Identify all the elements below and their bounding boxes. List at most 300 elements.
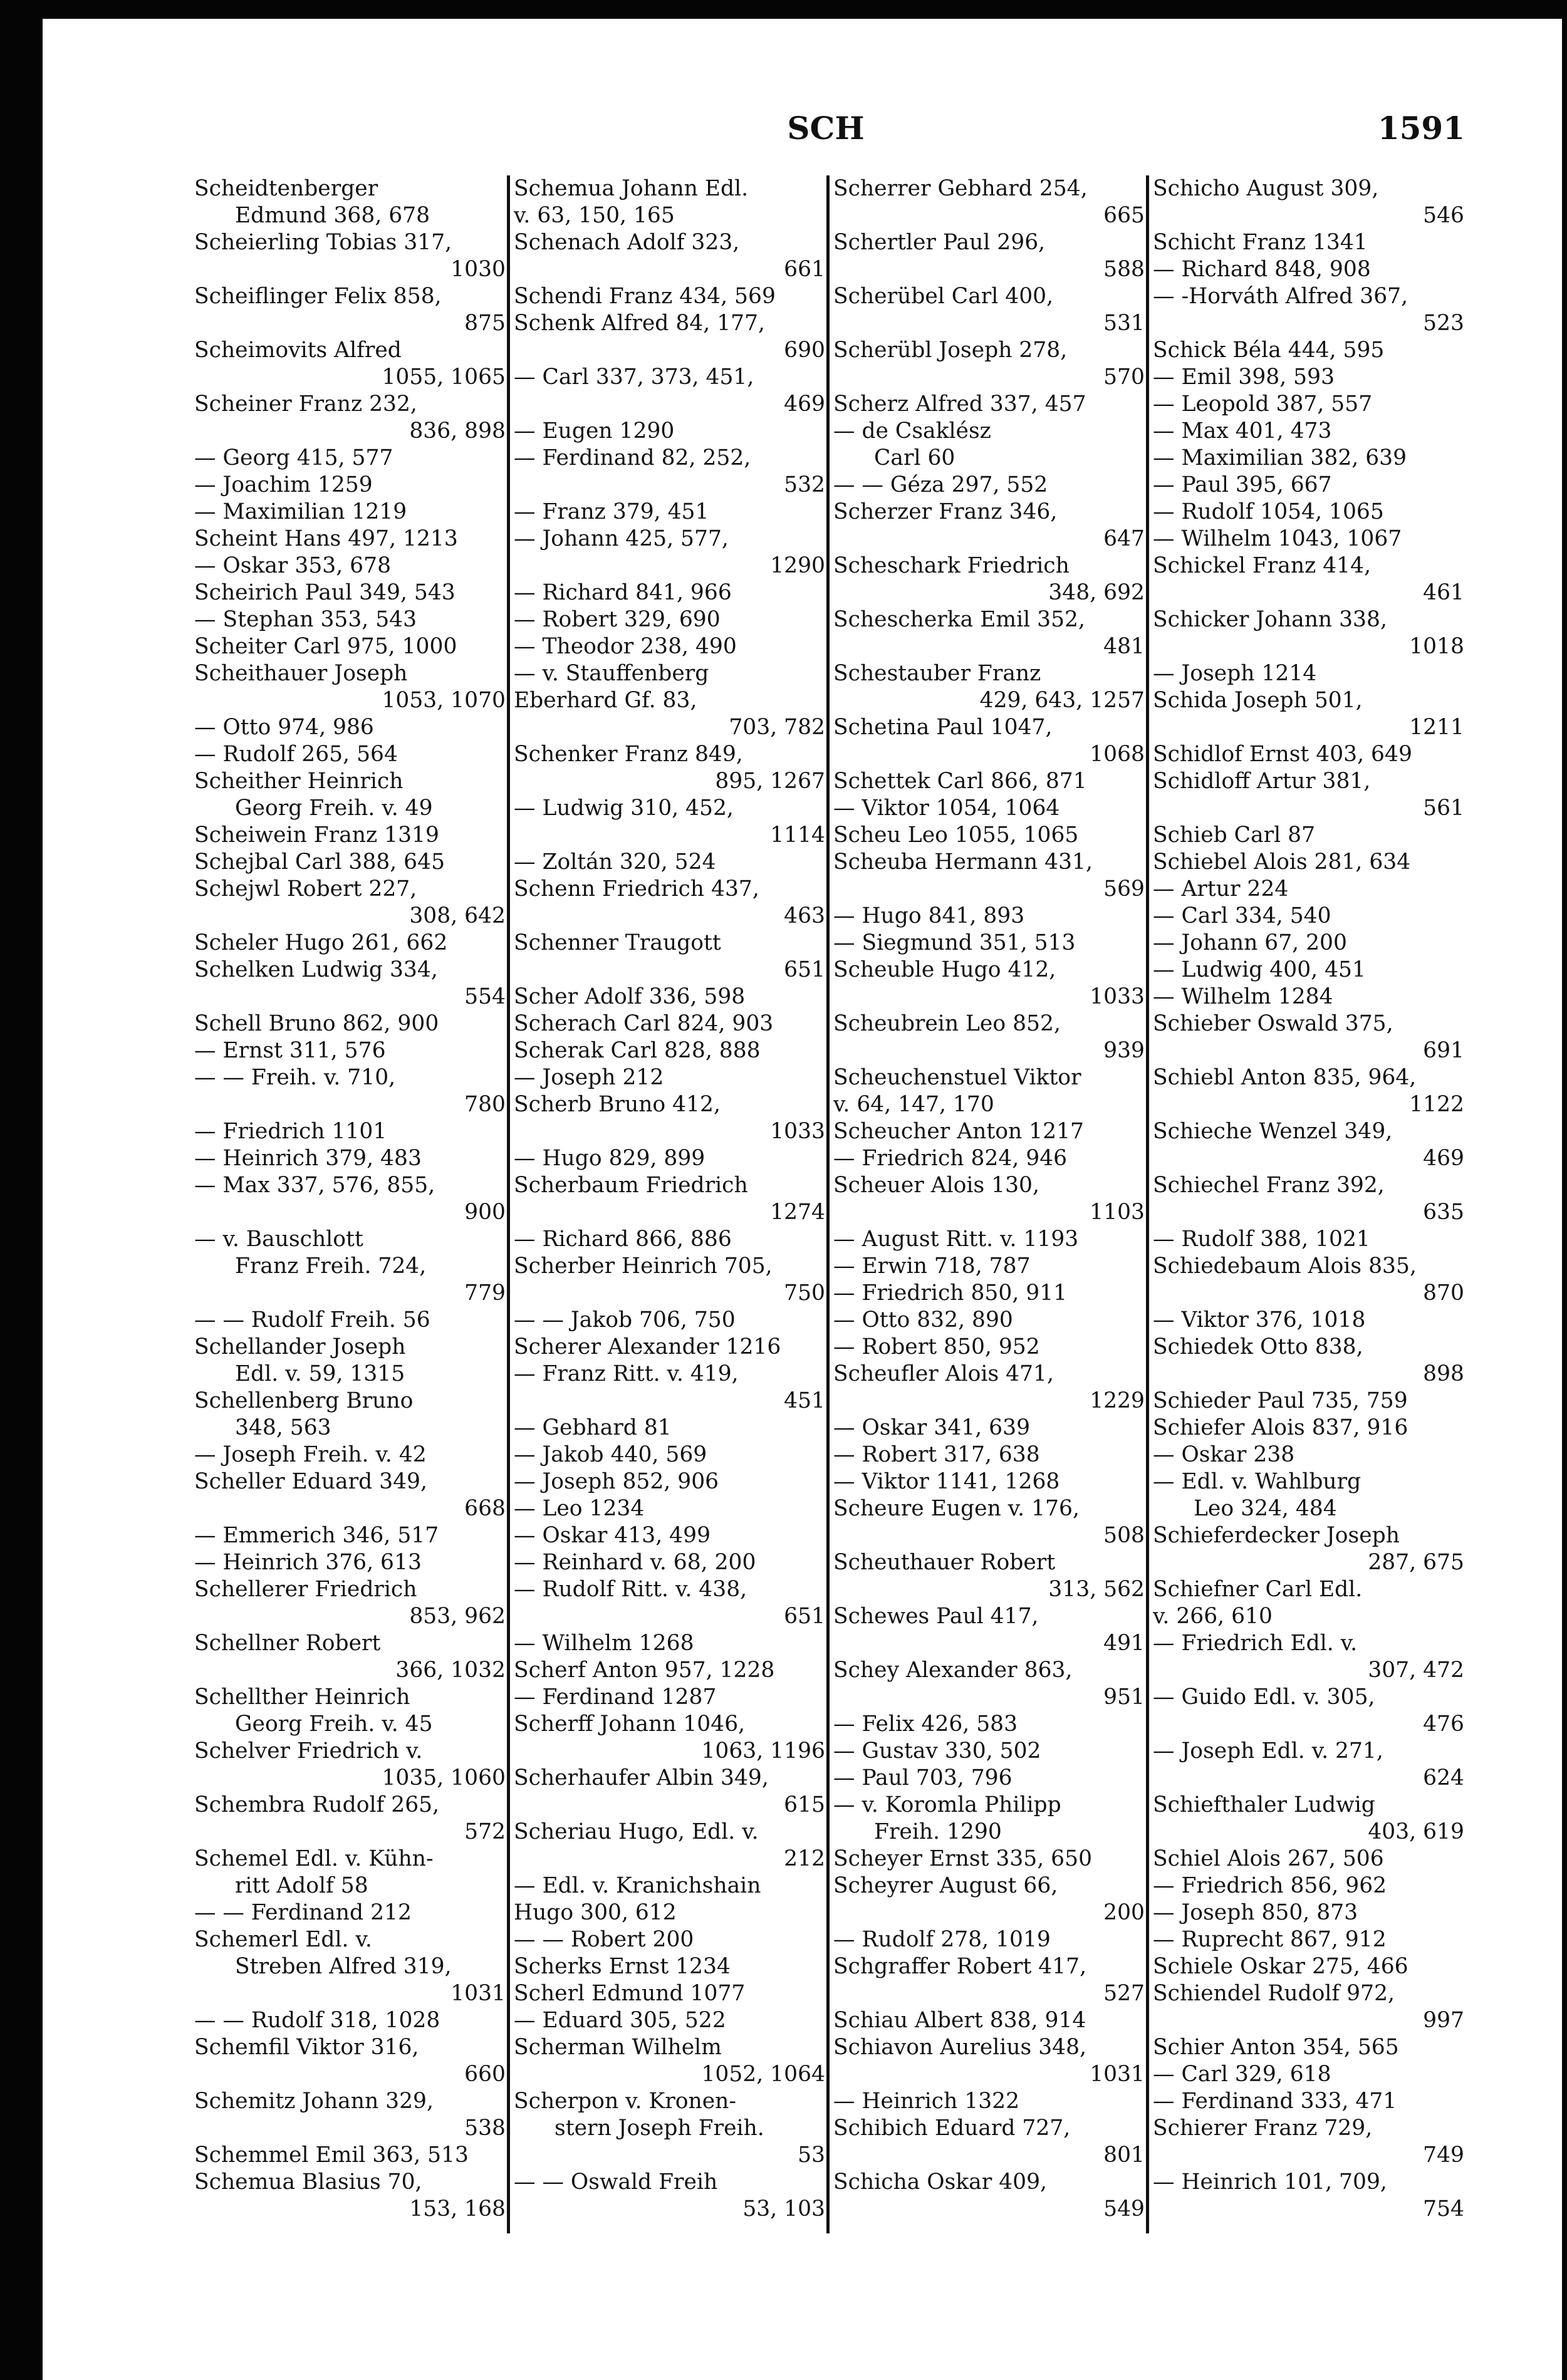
entry-line <box>833 633 1145 660</box>
entry-line <box>1153 1388 1464 1415</box>
entry-line <box>514 1522 825 1549</box>
entry-line <box>194 391 506 418</box>
entry-text: 481 <box>1103 634 1145 659</box>
entry-text: Scheller Eduard 349, <box>194 1469 427 1494</box>
entry-text: — Edl. v. Wahlburg <box>1153 1469 1361 1494</box>
entry-text: Schemmel Emil 363, 513 <box>194 2143 469 2168</box>
entry-line <box>194 1415 506 1442</box>
entry-text: — Heinrich 101, 709, <box>1153 2170 1387 2195</box>
entry-text: 554 <box>464 984 506 1009</box>
entry-line <box>514 499 825 526</box>
entry-text: 549 <box>1103 2196 1145 2222</box>
entry-line <box>514 2115 825 2142</box>
entry-line <box>514 1199 825 1226</box>
entry-text: Scheirich Paul 349, 543 <box>194 580 456 605</box>
entry-line <box>194 876 506 903</box>
entry-line <box>514 175 825 202</box>
entry-line <box>194 2142 506 2169</box>
entry-text: Schemfil Viktor 316, <box>194 2035 419 2060</box>
entry-line <box>194 1064 506 1091</box>
entry-text: Hugo 300, 612 <box>514 1900 677 1925</box>
entry-text: 780 <box>464 1092 506 1117</box>
entry-line <box>194 2169 506 2196</box>
entry-line <box>194 714 506 741</box>
entry-line <box>1153 445 1464 472</box>
entry-text: Schemel Edl. v. Kühn- <box>194 1846 434 1871</box>
entry-line <box>833 768 1145 795</box>
entry-line <box>514 1899 825 1926</box>
entry-line <box>514 1657 825 1684</box>
entry-line <box>1153 1495 1464 1522</box>
entry-text: Schiel Alois 267, 506 <box>1153 1846 1384 1871</box>
entry-line <box>194 1145 506 1172</box>
entry-line <box>514 2034 825 2061</box>
entry-text: — -Horváth Alfred 367, <box>1153 284 1408 309</box>
entry-text: Scheidtenberger <box>194 176 378 201</box>
entry-line <box>833 526 1145 553</box>
entry-line <box>194 1091 506 1118</box>
entry-text: 200 <box>1103 1900 1145 1925</box>
entry-text: 779 <box>464 1281 506 1306</box>
entry-line <box>833 472 1145 499</box>
entry-line <box>1153 2142 1464 2169</box>
entry-text: 1290 <box>770 553 825 578</box>
entry-line <box>1153 903 1464 930</box>
entry-line <box>1153 1091 1464 1118</box>
entry-line <box>1153 2169 1464 2196</box>
entry-line <box>194 229 506 256</box>
entry-text: Schicha Oskar 409, <box>833 2170 1048 2195</box>
entry-line <box>1153 768 1464 795</box>
entry-text: Scherach Carl 824, 903 <box>514 1011 774 1036</box>
entry-line <box>833 1873 1145 1899</box>
entry-line <box>833 1468 1145 1495</box>
entry-text: — v. Koromla Philipp <box>833 1792 1061 1817</box>
entry-text: — — Oswald Freih <box>514 2170 718 2195</box>
entry-line <box>1153 930 1464 957</box>
entry-line <box>194 499 506 526</box>
entry-line <box>833 606 1145 633</box>
entry-text: 853, 962 <box>409 1604 506 1629</box>
entry-text: — Friedrich 850, 911 <box>833 1281 1068 1306</box>
entry-text: Schertler Paul 296, <box>833 230 1046 255</box>
entry-text: — de Csaklész <box>833 418 991 444</box>
entry-line <box>833 229 1145 256</box>
entry-text: Eberhard Gf. 83, <box>514 688 697 713</box>
entry-text: Scheschark Friedrich <box>833 553 1070 578</box>
entry-text: Scheuer Alois 130, <box>833 1173 1039 1198</box>
entry-line <box>1153 1415 1464 1442</box>
entry-text: Schellner Robert <box>194 1631 381 1656</box>
entry-text: 898 <box>1423 1361 1464 1386</box>
entry-line <box>514 876 825 903</box>
entry-text: v. 266, 610 <box>1153 1604 1273 1629</box>
entry-text: 532 <box>784 472 825 497</box>
entry-line <box>833 1980 1145 2007</box>
entry-text: 997 <box>1423 2008 1464 2033</box>
entry-text: Schettek Carl 866, 871 <box>833 769 1087 794</box>
entry-line <box>514 553 825 579</box>
entry-line <box>1153 1792 1464 1819</box>
entry-text: — — Géza 297, 552 <box>833 472 1048 497</box>
entry-line <box>194 1711 506 1738</box>
entry-line <box>514 579 825 606</box>
entry-text: Scheyer Ernst 335, 650 <box>833 1846 1093 1871</box>
entry-line <box>1153 1064 1464 1091</box>
entry-line <box>194 1307 506 1334</box>
entry-text: 561 <box>1423 796 1464 821</box>
entry-text: Scherübl Joseph 278, <box>833 338 1068 363</box>
entry-text: — Siegmund 351, 513 <box>833 930 1076 955</box>
entry-line <box>833 660 1145 687</box>
entry-line <box>194 310 506 337</box>
entry-line <box>194 1253 506 1280</box>
entry-line <box>194 445 506 472</box>
entry-text: 1031 <box>1090 2062 1145 2087</box>
entry-line <box>1153 1846 1464 1873</box>
entry-text: Scherl Edmund 1077 <box>514 1981 746 2006</box>
entry-line <box>514 1307 825 1334</box>
entry-line <box>194 903 506 930</box>
entry-text: Scherzer Franz 346, <box>833 499 1058 524</box>
entry-text: — Friedrich Edl. v. <box>1153 1631 1358 1656</box>
entry-text: — Ernst 311, 576 <box>194 1038 386 1063</box>
entry-text: Edl. v. 59, 1315 <box>235 1361 405 1386</box>
entry-text: — Friedrich 824, 946 <box>833 1146 1068 1171</box>
entry-text: — Robert 317, 638 <box>833 1442 1040 1467</box>
entry-text: Schemua Blasius 70, <box>194 2170 422 2195</box>
entry-text: Schemua Johann Edl. <box>514 176 749 201</box>
entry-line <box>194 1603 506 1630</box>
entry-line <box>514 2007 825 2034</box>
entry-text: Edmund 368, 678 <box>235 203 430 228</box>
entry-text: Scheuchenstuel Viktor <box>833 1065 1081 1090</box>
entry-line <box>1153 579 1464 606</box>
entry-text: — Max 401, 473 <box>1153 418 1332 444</box>
column-4 <box>1153 175 1464 2233</box>
entry-text: Scheriau Hugo, Edl. v. <box>514 1819 759 1844</box>
entry-text: 463 <box>784 903 825 928</box>
entry-line <box>194 175 506 202</box>
entry-line <box>833 2142 1145 2169</box>
entry-line <box>1153 849 1464 876</box>
entry-text: — Wilhelm 1268 <box>514 1631 694 1656</box>
entry-line <box>1153 1738 1464 1765</box>
entry-text: 1033 <box>770 1119 825 1144</box>
entry-line <box>1153 1630 1464 1657</box>
entry-text: — Franz 379, 451 <box>514 499 709 524</box>
entry-line <box>194 1388 506 1415</box>
entry-text: — Johann 425, 577, <box>514 526 729 551</box>
entry-line <box>833 1630 1145 1657</box>
entry-text: — Viktor 1141, 1268 <box>833 1469 1060 1494</box>
entry-line <box>833 903 1145 930</box>
entry-line <box>1153 957 1464 984</box>
entry-text: — Wilhelm 1284 <box>1153 984 1333 1009</box>
entry-line <box>833 1037 1145 1064</box>
entry-text: 651 <box>784 957 825 982</box>
entry-text: 750 <box>784 1281 825 1306</box>
entry-text: Scheuba Hermann 431, <box>833 850 1093 875</box>
entry-line <box>194 2034 506 2061</box>
entry-line <box>1153 633 1464 660</box>
entry-text: — Friedrich 856, 962 <box>1153 1873 1387 1898</box>
entry-line <box>194 364 506 391</box>
entry-line <box>833 579 1145 606</box>
entry-line <box>514 337 825 364</box>
entry-line <box>1153 1037 1464 1064</box>
entry-line <box>1153 687 1464 714</box>
entry-text: Scheimovits Alfred <box>194 338 402 363</box>
entry-line <box>194 1549 506 1576</box>
entry-line <box>194 957 506 984</box>
entry-line <box>514 957 825 984</box>
entry-line <box>514 1846 825 1873</box>
entry-text: 429, 643, 1257 <box>979 688 1145 713</box>
entry-line <box>833 364 1145 391</box>
entry-line <box>514 1361 825 1388</box>
entry-text: — Ferdinand 1287 <box>514 1685 717 1710</box>
entry-line <box>833 1765 1145 1792</box>
entry-line <box>514 391 825 418</box>
entry-line <box>833 1091 1145 1118</box>
entry-line <box>1153 1468 1464 1495</box>
entry-line <box>1153 1172 1464 1199</box>
entry-text: 153, 168 <box>409 2196 506 2222</box>
entry-line <box>1153 1522 1464 1549</box>
entry-text: 836, 898 <box>409 418 506 444</box>
entry-text: — Wilhelm 1043, 1067 <box>1153 526 1402 551</box>
entry-text: — Rudolf 388, 1021 <box>1153 1227 1370 1252</box>
entry-line <box>194 633 506 660</box>
entry-text: — Richard 848, 908 <box>1153 257 1371 282</box>
entry-text: — Stephan 353, 543 <box>194 607 417 632</box>
entry-line <box>514 283 825 310</box>
column-2 <box>514 175 825 2233</box>
entry-text: — Zoltán 320, 524 <box>514 850 716 875</box>
entry-text: — Joseph 852, 906 <box>514 1469 719 1494</box>
entry-line <box>194 1280 506 1307</box>
entry-line <box>833 1011 1145 1037</box>
entry-line <box>514 1064 825 1091</box>
entry-line <box>514 822 825 849</box>
entry-line <box>833 1334 1145 1361</box>
entry-line <box>194 2061 506 2088</box>
entry-text: 939 <box>1103 1038 1145 1063</box>
entry-text: 469 <box>784 392 825 417</box>
entry-text: — Eduard 305, 522 <box>514 2008 726 2033</box>
entry-line <box>1153 229 1464 256</box>
entry-text: Schiavon Aurelius 348, <box>833 2035 1087 2060</box>
entry-text: — Otto 974, 986 <box>194 715 374 740</box>
entry-text: — Friedrich 1101 <box>194 1119 387 1144</box>
entry-line <box>833 337 1145 364</box>
entry-line <box>1153 283 1464 310</box>
entry-text: Schellerer Friedrich <box>194 1577 417 1602</box>
entry-line <box>514 2169 825 2196</box>
entry-text: 491 <box>1103 1631 1145 1656</box>
entry-text: Schejbal Carl 388, 645 <box>194 850 445 875</box>
entry-text: 348, 563 <box>235 1415 331 1440</box>
entry-text: 403, 619 <box>1368 1819 1464 1844</box>
entry-line <box>194 1846 506 1873</box>
entry-text: — Hugo 829, 899 <box>514 1146 705 1171</box>
entry-text: — Oskar 341, 639 <box>833 1415 1031 1440</box>
entry-text: Schenk Alfred 84, 177, <box>514 311 766 336</box>
entry-text: 1018 <box>1409 634 1464 659</box>
entry-text: — Hugo 841, 893 <box>833 903 1025 928</box>
entry-text: Franz Freih. 724, <box>235 1254 427 1279</box>
entry-line <box>194 1495 506 1522</box>
entry-text: 546 <box>1423 203 1464 228</box>
entry-line <box>1153 1657 1464 1684</box>
entry-line <box>1153 795 1464 822</box>
entry-text: 469 <box>1423 1146 1464 1171</box>
entry-line <box>833 1792 1145 1819</box>
entry-text: — Felix 426, 583 <box>833 1712 1018 1737</box>
entry-line <box>194 795 506 822</box>
entry-text: — Joachim 1259 <box>194 472 373 497</box>
entry-line <box>514 1980 825 2007</box>
entry-text: — Rudolf 1054, 1065 <box>1153 499 1384 524</box>
entry-line <box>1153 256 1464 283</box>
entry-line <box>1153 1603 1464 1630</box>
entry-text: Scheint Hans 497, 1213 <box>194 526 458 551</box>
entry-text: Schemerl Edl. v. <box>194 1927 372 1952</box>
entry-text: — Joseph 212 <box>514 1065 664 1090</box>
entry-line <box>514 2088 825 2115</box>
entry-text: 348, 692 <box>1048 580 1145 605</box>
entry-text: Schickel Franz 414, <box>1153 553 1372 578</box>
directory-columns <box>194 175 1466 2233</box>
entry-line <box>194 1576 506 1603</box>
entry-line <box>1153 202 1464 229</box>
entry-line <box>1153 2034 1464 2061</box>
entry-text: Schenn Friedrich 437, <box>514 876 759 902</box>
entry-line <box>194 1199 506 1226</box>
entry-line <box>833 1361 1145 1388</box>
entry-text: 451 <box>784 1388 825 1413</box>
entry-text: Schenker Franz 849, <box>514 742 743 767</box>
entry-text: — Joseph 850, 873 <box>1153 1900 1358 1925</box>
entry-line <box>194 256 506 283</box>
entry-text: — Joseph Freih. v. 42 <box>194 1442 427 1467</box>
entry-line <box>833 930 1145 957</box>
entry-line <box>194 1037 506 1064</box>
entry-text: Scherman Wilhelm <box>514 2035 722 2060</box>
entry-text: Schiedebaum Alois 835, <box>1153 1254 1417 1279</box>
entry-line <box>514 1037 825 1064</box>
entry-line <box>194 418 506 445</box>
column-rule <box>1146 175 1149 2233</box>
entry-text: 895, 1267 <box>715 769 825 794</box>
entry-line <box>833 1846 1145 1873</box>
entry-text: — Ferdinand 82, 252, <box>514 445 751 470</box>
entry-text: Schicker Johann 338, <box>1153 607 1387 632</box>
entry-line <box>514 1684 825 1711</box>
entry-line <box>194 1684 506 1711</box>
entry-line <box>514 472 825 499</box>
entry-text: — Rudolf 265, 564 <box>194 742 398 767</box>
page-title: SCH <box>787 110 865 147</box>
entry-line <box>1153 1953 1464 1980</box>
entry-text: 1053, 1070 <box>382 688 506 713</box>
entry-line <box>833 1576 1145 1603</box>
entry-text: Georg Freih. v. 45 <box>235 1712 433 1737</box>
entry-line <box>1153 1361 1464 1388</box>
entry-text: 749 <box>1423 2143 1464 2168</box>
entry-text: 668 <box>464 1496 506 1521</box>
entry-line <box>514 633 825 660</box>
entry-text: — Guido Edl. v. 305, <box>1153 1685 1375 1710</box>
entry-line <box>514 256 825 283</box>
entry-line <box>1153 418 1464 445</box>
entry-text: v. 64, 147, 170 <box>833 1092 994 1117</box>
entry-text: 53 <box>798 2143 825 2168</box>
entry-line <box>833 1603 1145 1630</box>
entry-line <box>1153 1442 1464 1468</box>
entry-line <box>1153 337 1464 364</box>
entry-line <box>514 1388 825 1415</box>
entry-line <box>833 283 1145 310</box>
entry-line <box>1153 714 1464 741</box>
entry-line <box>833 1415 1145 1442</box>
entry-text: — — Ferdinand 212 <box>194 1900 412 1925</box>
entry-line <box>514 930 825 957</box>
entry-line <box>514 1091 825 1118</box>
entry-line <box>833 2196 1145 2223</box>
entry-text: — Robert 850, 952 <box>833 1334 1040 1359</box>
entry-text: Schgraffer Robert 417, <box>833 1954 1087 1979</box>
entry-line <box>514 1926 825 1953</box>
entry-line <box>514 2061 825 2088</box>
entry-line <box>833 1253 1145 1280</box>
entry-text: Freih. 1290 <box>874 1819 1002 1844</box>
entry-line <box>514 714 825 741</box>
entry-line <box>1153 1549 1464 1576</box>
entry-text: — Paul 395, 667 <box>1153 472 1332 497</box>
entry-line <box>514 526 825 553</box>
entry-line <box>833 2034 1145 2061</box>
entry-text: Scheithauer Joseph <box>194 661 408 686</box>
entry-line <box>194 1334 506 1361</box>
entry-text: 1031 <box>450 1981 506 2006</box>
entry-line <box>1153 1899 1464 1926</box>
entry-line <box>1153 1980 1464 2007</box>
entry-line <box>194 526 506 553</box>
entry-text: — — Jakob 706, 750 <box>514 1307 736 1333</box>
entry-line <box>833 256 1145 283</box>
entry-text: Schicht Franz 1341 <box>1153 230 1368 255</box>
entry-text: Scheuble Hugo 412, <box>833 957 1056 982</box>
entry-text: Schiedek Otto 838, <box>1153 1334 1363 1359</box>
entry-text: Schiau Albert 838, 914 <box>833 2008 1086 2033</box>
entry-text: — — Rudolf Freih. 56 <box>194 1307 430 1333</box>
entry-line <box>833 957 1145 984</box>
entry-line <box>833 1684 1145 1711</box>
entry-text: 1052, 1064 <box>701 2062 825 2087</box>
entry-line <box>194 930 506 957</box>
entry-text: Schiefner Carl Edl. <box>1153 1577 1363 1602</box>
entry-line <box>833 1899 1145 1926</box>
entry-text: — Joseph 1214 <box>1153 661 1317 686</box>
entry-text: 1274 <box>770 1200 825 1225</box>
entry-text: 1229 <box>1090 1388 1145 1413</box>
entry-line <box>833 2088 1145 2115</box>
entry-text: Scherz Alfred 337, 457 <box>833 392 1086 417</box>
column-rule <box>826 175 830 2233</box>
entry-text: — Oskar 353, 678 <box>194 553 392 578</box>
